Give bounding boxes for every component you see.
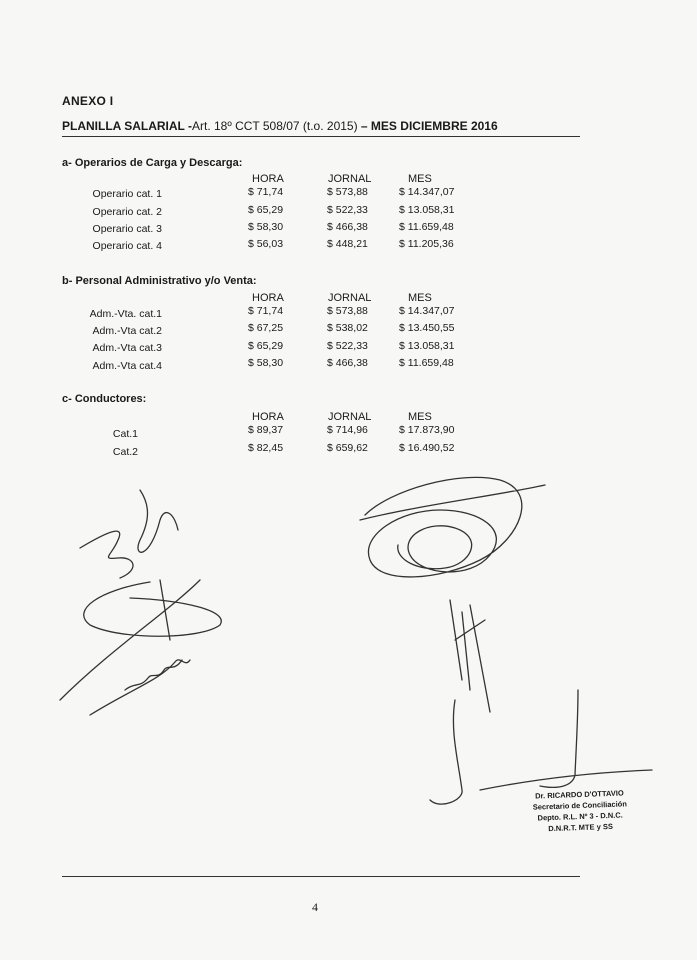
col-mes-c: MES (408, 411, 432, 423)
col-mes-b: MES (408, 292, 432, 304)
row-jornal: $ 466,38 (327, 221, 368, 233)
row-jornal: $ 466,38 (327, 357, 368, 369)
row-jornal: $ 448,21 (327, 238, 368, 250)
row-label: Adm.-Vta cat.3 (92, 342, 162, 354)
row-jornal: $ 522,33 (327, 340, 368, 352)
page-number: 4 (312, 900, 318, 914)
stamp-line-1: Dr. RICARDO D'OTTAVIO (534, 788, 624, 801)
title-part-1: PLANILLA SALARIAL - (62, 119, 192, 133)
row-mes: $ 13.058,31 (399, 340, 455, 352)
right-underline (480, 690, 652, 790)
row-hora: $ 56,03 (248, 238, 284, 250)
row-label: Operario cat. 1 (92, 188, 162, 200)
row-hora: $ 65,29 (248, 204, 284, 216)
col-hora-c: HORA (252, 411, 284, 423)
row-hora: $ 58,30 (248, 357, 284, 369)
row-hora: $ 65,29 (248, 340, 284, 352)
row-hora: $ 71,74 (248, 305, 284, 317)
row-mes: $ 13.058,31 (399, 204, 455, 216)
row-mes: $ 17.873,90 (399, 424, 455, 436)
col-jornal-a: JORNAL (328, 173, 372, 185)
row-label: Adm.-Vta cat.4 (92, 360, 162, 372)
col-hora-a: HORA (252, 173, 284, 185)
row-jornal: $ 659,62 (327, 442, 368, 454)
title-part-3: – MES DICIEMBRE 2016 (357, 119, 498, 133)
title-part-2: Art. 18º CCT 508/07 (t.o. 2015) (192, 119, 358, 133)
row-mes: $ 14.347,07 (399, 186, 455, 198)
section-c-title: c- Conductores: (62, 393, 147, 405)
row-jornal: $ 714,96 (327, 424, 368, 436)
col-hora-b: HORA (252, 292, 284, 304)
section-a-title: a- Operarios de Carga y Descarga: (62, 157, 243, 169)
row-label: Adm.-Vta. cat.1 (89, 308, 162, 320)
row-mes: $ 11.205,36 (399, 238, 454, 250)
row-hora: $ 89,37 (248, 424, 284, 436)
row-jornal: $ 522,33 (327, 204, 368, 216)
row-label: Operario cat. 4 (92, 240, 162, 252)
row-hora: $ 58,30 (248, 221, 284, 233)
row-label: Cat.2 (112, 446, 138, 458)
col-jornal-c: JORNAL (328, 411, 372, 423)
row-jornal: $ 573,88 (327, 186, 368, 198)
row-hora: $ 67,25 (248, 322, 284, 334)
row-label: Operario cat. 3 (92, 223, 162, 235)
official-stamp (509, 787, 650, 836)
footer-rule (62, 876, 580, 877)
row-mes: $ 11.659,48 (399, 357, 454, 369)
row-jornal: $ 538,02 (327, 322, 368, 334)
right-signature (360, 477, 545, 577)
row-mes: $ 11.659,48 (399, 221, 454, 233)
row-mes: $ 14.347,07 (399, 305, 455, 317)
stamp-line-3: Depto. R.L. Nº 3 - D.N.C. (537, 810, 623, 823)
stamp-line-4: D.N.R.T. MTE y SS (548, 821, 614, 834)
col-mes-a: MES (408, 173, 432, 185)
section-b-title: b- Personal Administrativo y/o Venta: (62, 275, 257, 287)
middle-signature (430, 600, 490, 804)
col-jornal-b: JORNAL (328, 292, 372, 304)
annex-heading: ANEXO I (62, 94, 114, 108)
row-label: Adm.-Vta cat.2 (92, 325, 162, 337)
row-label: Operario cat. 2 (92, 206, 162, 218)
left-signature (60, 490, 221, 715)
row-label: Cat.1 (112, 428, 138, 440)
row-hora: $ 82,45 (248, 442, 284, 454)
row-mes: $ 16.490,52 (399, 442, 455, 454)
row-jornal: $ 573,88 (327, 305, 368, 317)
stamp-line-2: Secretario de Conciliación (532, 799, 628, 812)
row-mes: $ 13.450,55 (399, 322, 455, 334)
row-hora: $ 71,74 (248, 186, 284, 198)
